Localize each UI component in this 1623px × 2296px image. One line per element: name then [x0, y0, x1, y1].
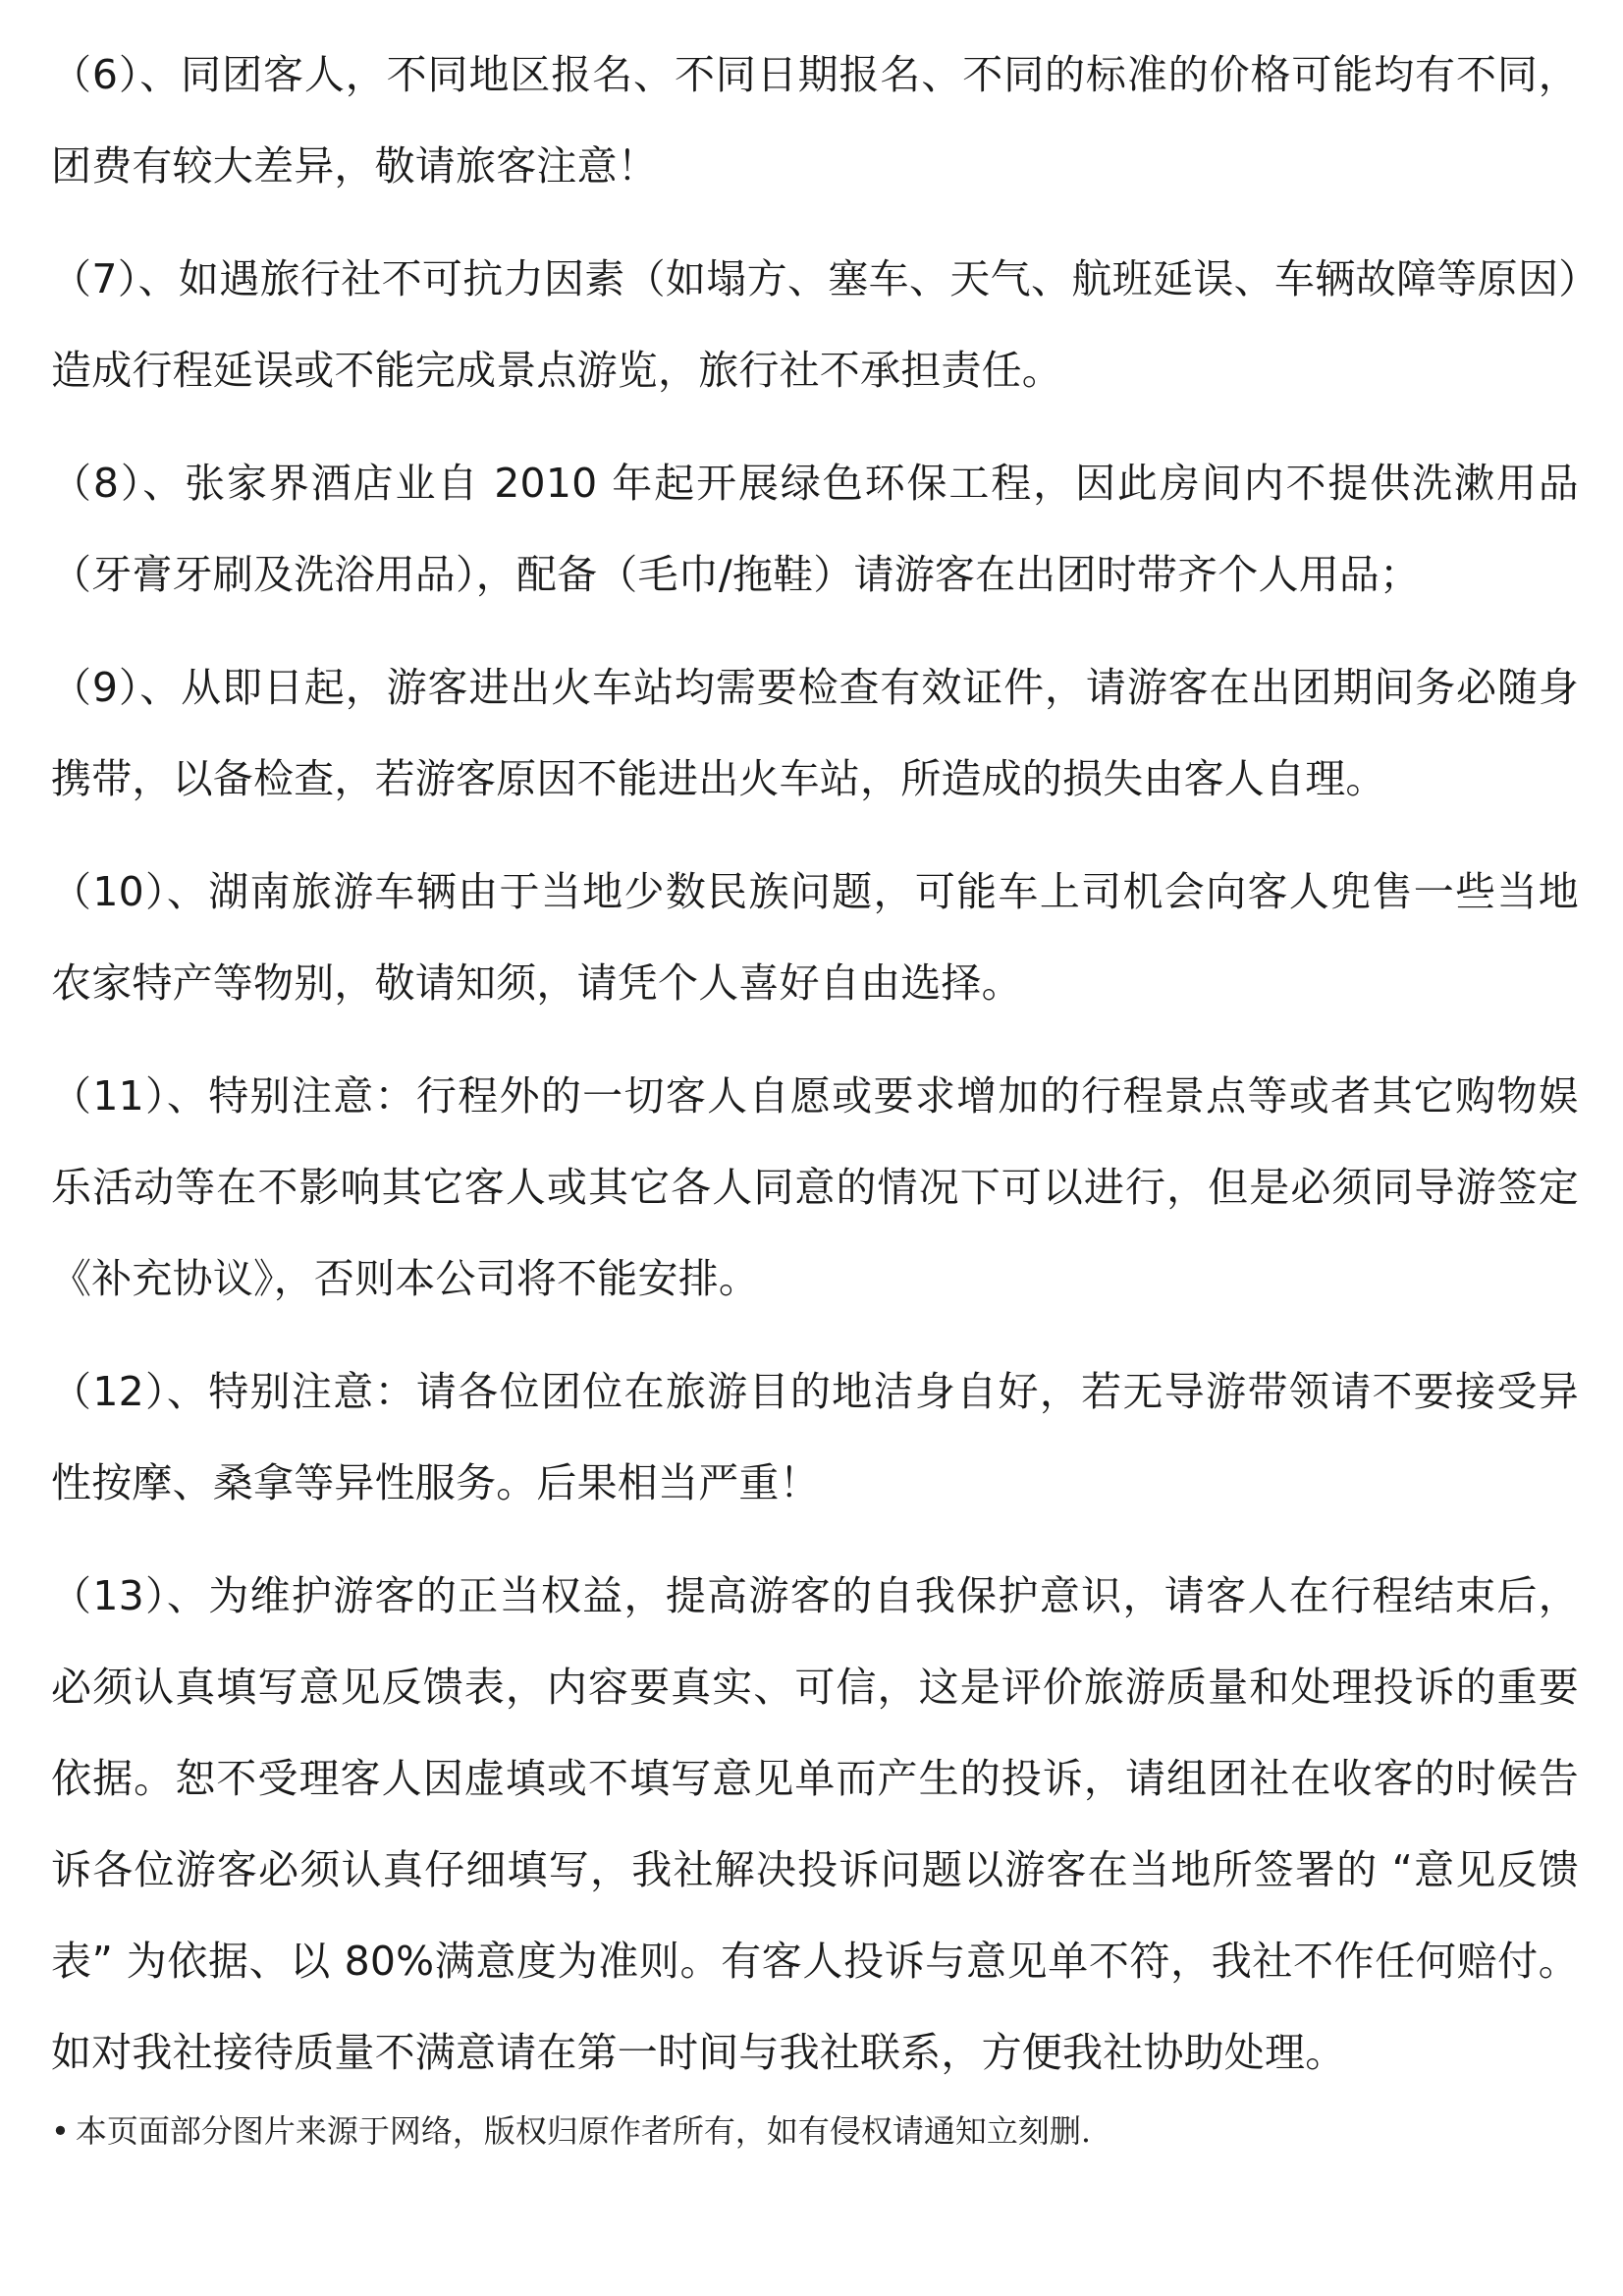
- footer-text: 本页面部分图片来源于网络，版权归原作者所有，如有侵权请通知立刻删.: [75, 2112, 1092, 2150]
- note-item-9: （9）、从即日起，游客进出火车站均需要检查有效证件，请游客在出团期间务必随身携带，以备检查，若游客原因不能进出火车站，所造成的损失由客人自理。: [51, 664, 1579, 802]
- note-item-6: （6）、同团客人，不同地区报名、不同日期报名、不同的标准的价格可能均有不同，团费有较大差异，敬请旅客注意！: [51, 51, 1579, 190]
- note-item-12: （12）、特别注意：请各位团位在旅游目的地洁身自好，若无导游带领请不要接受异性按摩、桑拿等异性服务。后果相当严重！: [51, 1368, 1579, 1506]
- copyright-footer: [51, 2109, 1579, 2153]
- note-item-10: （10）、湖南旅游车辆由于当地少数民族问题，可能车上司机会向客人兜售一些当地农家特产等物别，敬请知须，请凭个人喜好自由选择。: [51, 868, 1579, 1007]
- notes-list: [51, 29, 1579, 2120]
- footer-bullet: •: [51, 2112, 70, 2150]
- note-item-7: （7）、如遇旅行社不可抗力因素（如塌方、塞车、天气、航班延误、车辆故障等原因）造成行程延误或不能完成景点游览，旅行社不承担责任。: [51, 255, 1579, 394]
- note-item-8: （8）、张家界酒店业自 2010 年起开展绿色环保工程，因此房间内不提供洗漱用品（牙膏牙刷及洗浴用品），配备（毛巾/拖鞋）请游客在出团时带齐个人用品；: [51, 460, 1579, 598]
- note-item-11: （11）、特别注意：行程外的一切客人自愿或要求增加的行程景点等或者其它购物娱乐活动等在不影响其它客人或其它各人同意的情况下可以进行，但是必须同导游签定《补充协议》，否则本公司将不能安排。: [51, 1072, 1579, 1302]
- note-item-13: （13）、为维护游客的正当权益，提高游客的自我保护意识，请客人在行程结束后，必须认真填写意见反馈表，内容要真实、可信，这是评价旅游质量和处理投诉的重要依据。恕不受理客人因虚填或不填写意见单而产生的投诉，请组团社在收客的时候告诉各位游客必须认真仔细填写，我社解决投诉问题以游客在当地所签署的 “意见反馈表” 为依据、以 80%满意度为准则。有客人投诉与意见单不符，我社不作任何赔付。如对我社接待质量不满意请在第一时间与我社联系，方便我社协助处理。: [51, 1572, 1579, 2076]
